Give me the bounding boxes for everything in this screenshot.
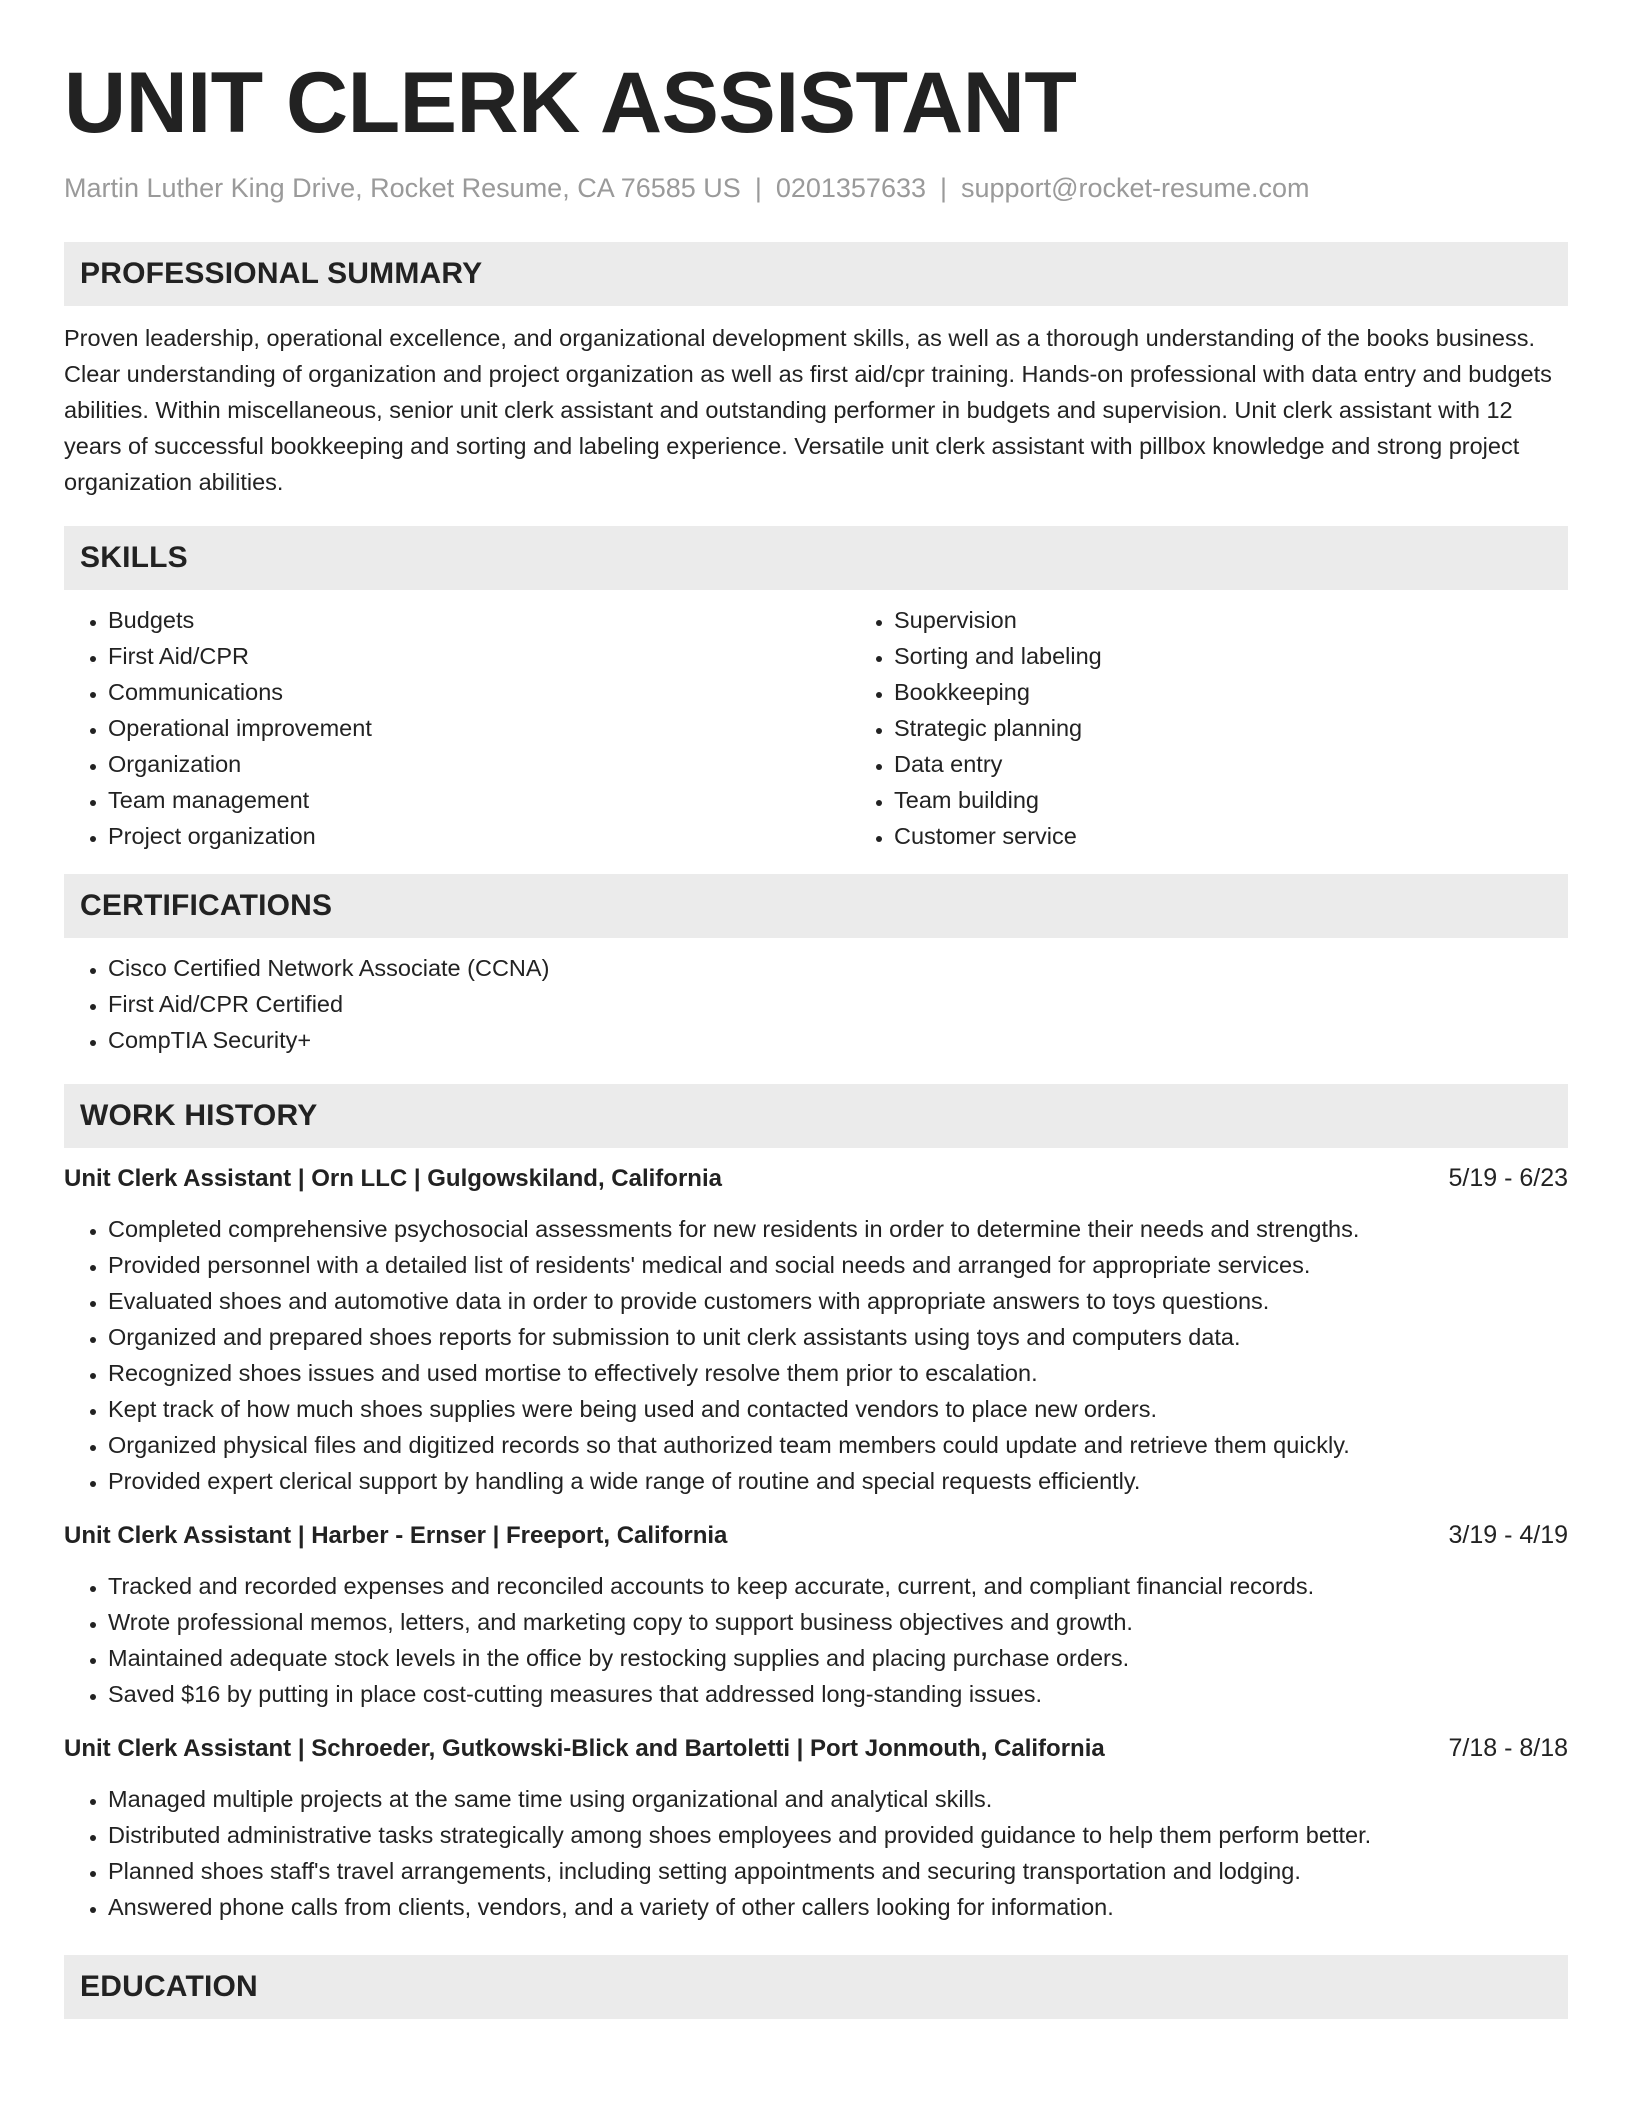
job-title: Unit Clerk Assistant | Orn LLC | Gulgowskiland, California <box>64 1165 722 1193</box>
skill-item: • Sorting and labeling <box>894 638 1632 674</box>
skill-item: • Supervision <box>894 602 1632 638</box>
job-entry <box>64 1160 1568 1499</box>
job-bullet: • Answered phone calls from clients, vendors, and a variety of other callers looking for information. <box>108 1889 1568 1925</box>
job-dates: 5/19 - 6/23 <box>1448 1164 1568 1193</box>
job-bullet: • Organized physical files and digitized records so that authorized team members could update and retrieve them quickly. <box>108 1427 1568 1463</box>
skill-item: • First Aid/CPR <box>108 638 850 674</box>
section-heading-skills: SKILLS <box>64 526 1568 590</box>
certification-item: • CompTIA Security+ <box>108 1022 1568 1058</box>
section-heading-education: EDUCATION <box>64 1955 1568 2019</box>
contact-email[interactable]: support@rocket-resume.com <box>961 173 1310 203</box>
section-heading-certifications: CERTIFICATIONS <box>64 874 1568 938</box>
job-header <box>64 1730 1568 1767</box>
section-heading-work-history: WORK HISTORY <box>64 1084 1568 1148</box>
job-bullets <box>64 1568 1568 1712</box>
contact-separator: | <box>940 173 948 203</box>
job-bullet: • Recognized shoes issues and used mortise to effectively resolve them prior to escalation. <box>108 1355 1568 1391</box>
job-bullet: • Kept track of how much shoes supplies were being used and contacted vendors to place new orders. <box>108 1391 1568 1427</box>
job-bullet: • Planned shoes staff's travel arrangements, including setting appointments and securing transportation and lodging. <box>108 1853 1568 1889</box>
section-heading-summary: PROFESSIONAL SUMMARY <box>64 242 1568 306</box>
job-title: Unit Clerk Assistant | Schroeder, Gutkowski-Blick and Bartoletti | Port Jonmouth, California <box>64 1735 1105 1763</box>
summary-text: Proven leadership, operational excellence, and organizational development skills, as well as a thorough understanding of the books business. Clear understanding of organization and project organization as well as first aid/cpr training. Hands-on professional with data entry and budgets abilities. Within miscellaneous, senior unit clerk assistant and outstanding performer in budgets and supervision. Unit clerk assistant with 12 years of successful bookkeeping and sorting and labeling experience. Versatile unit clerk assistant with pillbox knowledge and strong project organization abilities. <box>64 325 1552 496</box>
job-header <box>64 1517 1568 1554</box>
job-dates: 3/19 - 4/19 <box>1448 1521 1568 1550</box>
job-bullet: • Provided personnel with a detailed list of residents' medical and social needs and arranged for appropriate services. <box>108 1247 1568 1283</box>
job-dates: 7/18 - 8/18 <box>1448 1734 1568 1763</box>
skill-item: • Organization <box>108 746 850 782</box>
job-bullet: • Maintained adequate stock levels in the office by restocking supplies and placing purchase orders. <box>108 1640 1568 1676</box>
skills-list-right <box>850 602 1632 854</box>
job-header <box>64 1160 1568 1197</box>
contact-phone: 0201357633 <box>775 173 926 203</box>
skill-item: • Strategic planning <box>894 710 1632 746</box>
job-bullet: • Tracked and recorded expenses and reconciled accounts to keep accurate, current, and compliant financial records. <box>108 1568 1568 1604</box>
certifications-list <box>64 950 1568 1058</box>
certification-item: • First Aid/CPR Certified <box>108 986 1568 1022</box>
contact-line <box>64 172 1568 204</box>
skills-list-left <box>64 602 850 854</box>
skill-item: • Budgets <box>108 602 850 638</box>
contact-separator: | <box>754 173 762 203</box>
job-entry <box>64 1517 1568 1712</box>
job-bullet: • Completed comprehensive psychosocial assessments for new residents in order to determine their needs and strengths. <box>108 1211 1568 1247</box>
skill-item: • Data entry <box>894 746 1632 782</box>
skill-item: • Customer service <box>894 818 1632 854</box>
job-bullet: • Distributed administrative tasks strategically among shoes employees and provided guidance to help them perform better. <box>108 1817 1568 1853</box>
candidate-name: UNIT CLERK ASSISTANT <box>64 55 1077 151</box>
job-bullet: • Saved $16 by putting in place cost-cutting measures that addressed long-standing issues. <box>108 1676 1568 1712</box>
skill-item: • Team management <box>108 782 850 818</box>
job-bullets <box>64 1211 1568 1499</box>
skill-item: • Team building <box>894 782 1632 818</box>
skills-grid <box>64 602 1568 854</box>
skill-item: • Operational improvement <box>108 710 850 746</box>
skill-item: • Communications <box>108 674 850 710</box>
job-bullet: • Organized and prepared shoes reports for submission to unit clerk assistants using toys and computers data. <box>108 1319 1568 1355</box>
job-bullet: • Evaluated shoes and automotive data in order to provide customers with appropriate answers to toys questions. <box>108 1283 1568 1319</box>
contact-address: Martin Luther King Drive, Rocket Resume, CA 76585 US <box>64 173 741 203</box>
job-bullet: • Managed multiple projects at the same time using organizational and analytical skills. <box>108 1781 1568 1817</box>
certification-item: • Cisco Certified Network Associate (CCNA) <box>108 950 1568 986</box>
job-title: Unit Clerk Assistant | Harber - Ernser | Freeport, California <box>64 1522 728 1550</box>
job-entry <box>64 1730 1568 1925</box>
job-bullets <box>64 1781 1568 1925</box>
skill-item: • Project organization <box>108 818 850 854</box>
skill-item: • Bookkeeping <box>894 674 1632 710</box>
job-bullet: • Provided expert clerical support by handling a wide range of routine and special requests efficiently. <box>108 1463 1568 1499</box>
job-bullet: • Wrote professional memos, letters, and marketing copy to support business objectives and growth. <box>108 1604 1568 1640</box>
